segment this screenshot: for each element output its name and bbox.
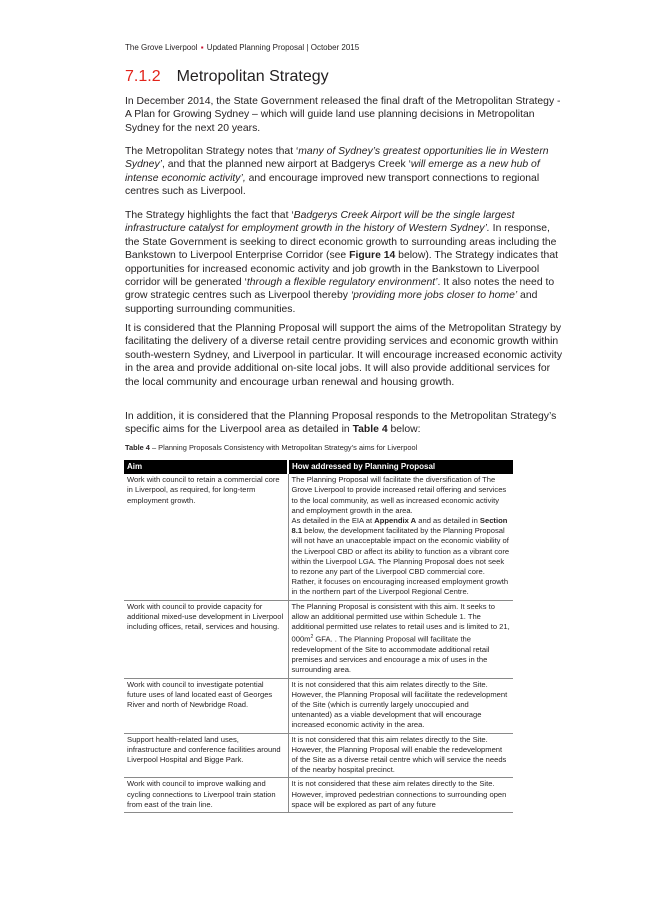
p2-text-c: , and that the planned new airport at Badgerys Creek ‘ bbox=[161, 159, 411, 171]
how-cell bbox=[288, 474, 513, 600]
paragraph-3 bbox=[125, 209, 565, 316]
superscript: 2 bbox=[310, 634, 314, 641]
table-row bbox=[124, 778, 513, 813]
how-cell: It is not considered that this aim relates directly to the Site. However, the Planning Proposal will enable the redevelopment of the Site as a diverse retail centre which will service the needs of the nearby hospital precinct. bbox=[288, 733, 513, 778]
how-text: below, the development facilitated by the Planning Proposal will not have an unacceptable impact on the economic viability of the Liverpool CBD or affect its ability to function as a vibrant core within the Liverpool LGA. The Planning Proposal does not seek to rezone any part of the Liverpool CBD commercial core. Rather, it focuses on encouraging increased employment growth in the northern part of the Liverpool Regional Centre. bbox=[291, 526, 510, 597]
table-caption bbox=[125, 443, 417, 452]
p3-quote-2: through a flexible regulatory environment’ bbox=[246, 277, 438, 289]
how-text: As detailed in the EIA at bbox=[291, 516, 375, 526]
p2-quote-2: will emerge as a new hub of intense economic activity’, bbox=[125, 159, 540, 184]
paragraph-5 bbox=[125, 410, 565, 437]
table-header-row bbox=[124, 460, 513, 474]
aim-cell: Work with council to improve walking and cycling connections to Liverpool train station from east of the train line. bbox=[124, 778, 288, 813]
paragraph-2 bbox=[125, 145, 565, 199]
p3-text-a: The Strategy highlights the fact that ‘ bbox=[125, 210, 294, 221]
p5-text-a: In addition, it is considered that the Planning Proposal responds to the Metropolitan Strategy’s specific aims for the Liverpool area as detailed in bbox=[125, 411, 557, 436]
how-text: and as detailed in bbox=[416, 516, 480, 526]
header-how-addressed: How addressed by Planning Proposal bbox=[288, 460, 513, 474]
how-cell: It is not considered that this aim relates directly to the Site. However, the Planning Proposal will facilitate the redevelopment of the Site (which is currently largely unoccupied and untenanted) as a viable development that will encourage increased economic activity in the area. bbox=[288, 678, 513, 733]
running-header bbox=[125, 43, 359, 52]
header-doc-title: The Grove Liverpool bbox=[125, 43, 198, 52]
section-ref: Section 8.1 bbox=[291, 516, 508, 536]
p3-quote-3: ‘providing more jobs closer to home’ bbox=[350, 290, 518, 302]
how-text: GFA. . The Planning Proposal will facilitate the redevelopment of the Site to accommodate additional retail premises and services and encourage a mix of uses in the surrounding area. bbox=[291, 634, 490, 675]
p2-text-a: The Metropolitan Strategy notes that ‘ bbox=[125, 146, 299, 157]
aim-cell: Work with council to investigate potential future uses of land located east of Georges River and north of Newbridge Road. bbox=[124, 678, 288, 733]
consistency-table bbox=[124, 460, 513, 813]
section-number: 7.1.2 bbox=[125, 68, 161, 85]
paragraph-4: It is considered that the Planning Proposal will support the aims of the Metropolitan Strategy by facilitating the delivery of a diverse retail centre providing services and economic growth within south-western Sydney, and Liverpool in particular. It will encourage increased economic activity in the area and provide additional on-site local jobs. It will also provide additional services for the local community and encourage urban renewal and housing growth. bbox=[125, 323, 563, 388]
table-caption-label: Table 4 bbox=[125, 443, 150, 452]
aim-cell: Work with council to provide capacity for additional mixed-use development in Liverpool including offices, retail, services and housing. bbox=[124, 600, 288, 678]
how-cell: It is not considered that these aim relates directly to the Site. However, improved pedestrian connections to surrounding open space will be explored as part of any future bbox=[288, 778, 513, 813]
p3-text-g: . It also notes the need to grow strategic centres such as Liverpool thereby bbox=[125, 277, 555, 302]
how-text: The Planning Proposal is consistent with this aim. It seeks to allow an additional permitted use within Schedule 1. The additional permitted use relates to retail uses and is limited to 21, 000m bbox=[291, 601, 510, 644]
table-row bbox=[124, 474, 513, 600]
section-title: Metropolitan Strategy bbox=[176, 68, 329, 85]
header-aim: Aim bbox=[124, 460, 288, 474]
p5-table-ref: Table 4 bbox=[352, 424, 388, 436]
table-caption-text: – Planning Proposals Consistency with Metropolitan Strategy’s aims for Liverpool bbox=[149, 443, 418, 452]
table-row bbox=[124, 678, 513, 733]
p3-text-e: below). The Strategy indicates that opportunities for increased economic activity and job growth in the Bankstown to Liverpool corridor will be generated ‘ bbox=[125, 250, 558, 289]
p5-text-c: below: bbox=[387, 424, 421, 436]
section-heading bbox=[125, 68, 329, 86]
table-row bbox=[124, 600, 513, 678]
p3-text-i: and supporting surrounding communities. bbox=[125, 290, 538, 315]
aim-cell: Work with council to retain a commercial core in Liverpool, as required, for long-term employment growth. bbox=[124, 474, 288, 600]
aim-cell: Support health-related land uses, infrastructure and conference facilities around Liverpool Hospital and Bigge Park. bbox=[124, 733, 288, 778]
p3-figure-ref: Figure 14 bbox=[349, 250, 396, 262]
appendix-ref: Appendix A bbox=[374, 516, 417, 526]
paragraph-1: In December 2014, the State Government released the final draft of the Metropolitan Strategy - A Plan for Growing Sydney – which will guide land use planning decisions in Metropolitan Sydney for the next 20 years. bbox=[125, 96, 561, 134]
header-doc-subtitle: Updated Planning Proposal | October 2015 bbox=[206, 43, 360, 52]
header-bullet: ▪ bbox=[200, 43, 204, 52]
p2-quote-1: many of Sydney’s greatest opportunities lie in Western Sydney’ bbox=[125, 146, 549, 171]
p2-text-e: and encourage improved new transport connections to regional centres such as Liverpool. bbox=[125, 172, 540, 198]
p3-quote-1: Badgerys Creek Airport will be the single largest infrastructure catalyst for employment growth in the history of Western Sydney’. bbox=[125, 210, 515, 235]
how-text: The Planning Proposal will facilitate the diversification of The Grove Liverpool to provide increased retail offering and services to the local community, as well as increased economic activity and employment growth in the area. bbox=[291, 475, 507, 515]
how-cell bbox=[288, 600, 513, 678]
p3-text-c: In response, the State Government is seeking to direct economic growth to surrounding areas including the Bankstown to Liverpool Enterprise Corridor (see bbox=[125, 223, 557, 262]
table-row bbox=[124, 733, 513, 778]
